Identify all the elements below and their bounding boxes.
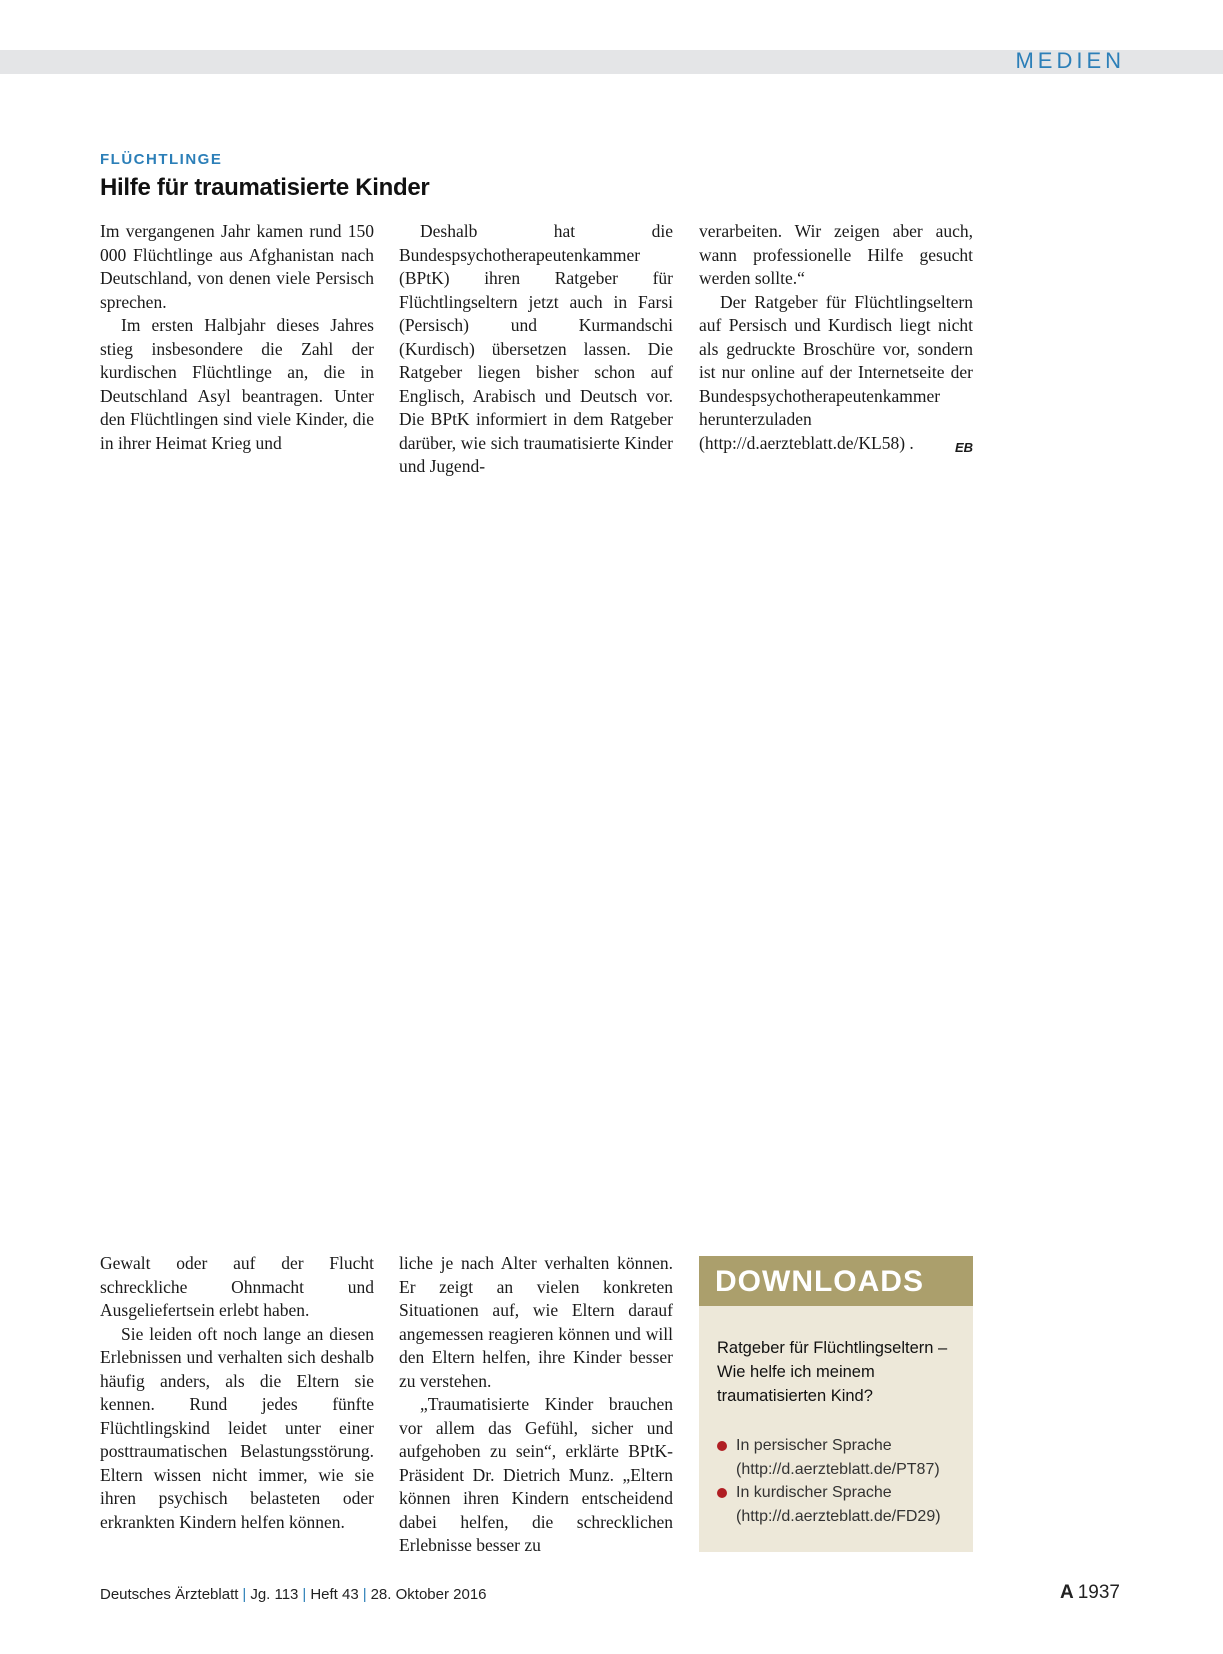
paragraph: liche je nach Alter verhalten können. Er zeigt an vielen konkreten Situationen auf, wie Eltern darauf angemessen reagieren können und will den Eltern helfen, ihre Kinder besser zu verstehen. (399, 1253, 673, 1391)
paragraph: Sie leiden oft noch lange an diesen Erlebnissen und verhalten sich deshalb häufig anders, als die Eltern sie kennen. Rund jedes fünfte Flüchtlingskind leidet unter einer posttraumatischen Belastungsstörung. Eltern wissen nicht immer, wie sie ihren psychisch belasteten oder erkrankten Kindern helfen können. (100, 1323, 374, 1532)
bullet-icon (717, 1488, 727, 1498)
paragraph (699, 291, 973, 456)
download-link[interactable]: (http://d.aerzteblatt.de/PT87) (736, 1460, 940, 1478)
article-kicker: FLÜCHTLINGE (100, 151, 223, 168)
footer-citation (100, 1586, 487, 1603)
download-link[interactable]: (http://d.aerzteblatt.de/FD29) (736, 1507, 941, 1525)
journal-issue: Heft 43 (310, 1586, 359, 1603)
journal-date: 28. Oktober 2016 (370, 1586, 487, 1603)
downloads-list (699, 1434, 973, 1528)
section-label: MEDIEN (1015, 48, 1125, 73)
downloads-title: Ratgeber für Flüchtlingseltern – Wie helfe ich meinem traumatisierten Kind? (717, 1339, 948, 1405)
article-headline: Hilfe für traumatisierte Kinder (100, 174, 430, 201)
paragraph: „Traumatisierte Kinder brauchen vor allem das Gefühl, sicher und aufgehoben zu sein“, erklärte BPtK-Präsident Dr. Dietrich Munz. „Eltern können ihren Kindern entscheidend dabei helfen, die schrecklichen Erlebnisse besser zu (399, 1394, 673, 1555)
paragraph: Im vergangenen Jahr kamen rund 150 000 Flüchtlinge aus Afghanistan nach Deutschland, von denen viele Persisch sprechen. (100, 221, 374, 312)
download-label: In persischer Sprache (736, 1437, 892, 1454)
page-number-value: 1937 (1077, 1582, 1120, 1603)
paragraph: Deshalb hat die Bundespsychotherapeutenkammer (BPtK) ihren Ratgeber für Flüchtlingseltern jetzt auch in Farsi (Persisch) und Kurmandschi (Kurdisch) übersetzen lassen. Die Ratgeber liegen bisher schon auf Englisch, Arabisch und Deutsch vor. Die BPtK informiert in dem Ratgeber darüber, wie sich traumatisierte Kinder und Jugend- (399, 221, 673, 476)
download-label: In kurdischer Sprache (736, 1484, 892, 1501)
paragraph: verarbeiten. Wir zeigen aber auch, wann professionelle Hilfe gesucht werden sollte.“ (699, 221, 973, 288)
separator: | (302, 1586, 307, 1603)
separator: | (362, 1586, 367, 1603)
author-initials: EB (954, 439, 973, 455)
page-prefix: A (1059, 1582, 1074, 1603)
article-column-1-top (100, 220, 374, 455)
page-number (1060, 1582, 1120, 1604)
article-column-1-bottom (100, 1252, 374, 1534)
downloads-box (699, 1256, 973, 1552)
paragraph-text: Der Ratgeber für Flüchtlingseltern auf Persisch und Kurdisch liegt nicht als gedruckte Broschüre vor, sondern ist nur online auf der Internetseite der Bundespsychotherapeutenkammer herunterzuladen (http://d.aerzteblatt.de/KL58) . (699, 291, 973, 453)
journal-name: Deutsches Ärzteblatt (100, 1586, 239, 1603)
paragraph: Im ersten Halbjahr dieses Jahres stieg insbesondere die Zahl der kurdischen Flüchtlinge an, die in Deutschland Asyl beantragen. Unter den Flüchtlingen sind viele Kinder, die in ihrer Heimat Krieg und (100, 315, 374, 453)
journal-volume: Jg. 113 (250, 1586, 299, 1603)
article-column-2-top (399, 220, 673, 479)
downloads-heading: DOWNLOADS (699, 1256, 973, 1306)
article-column-3-top (699, 220, 973, 459)
bullet-icon (717, 1441, 727, 1451)
download-item[interactable] (717, 1434, 973, 1481)
paragraph: Gewalt oder auf der Flucht schreckliche Ohnmacht und Ausgeliefertsein erlebt haben. (100, 1253, 374, 1320)
download-item[interactable] (717, 1481, 973, 1528)
article-column-2-bottom (399, 1252, 673, 1558)
separator: | (242, 1586, 247, 1603)
